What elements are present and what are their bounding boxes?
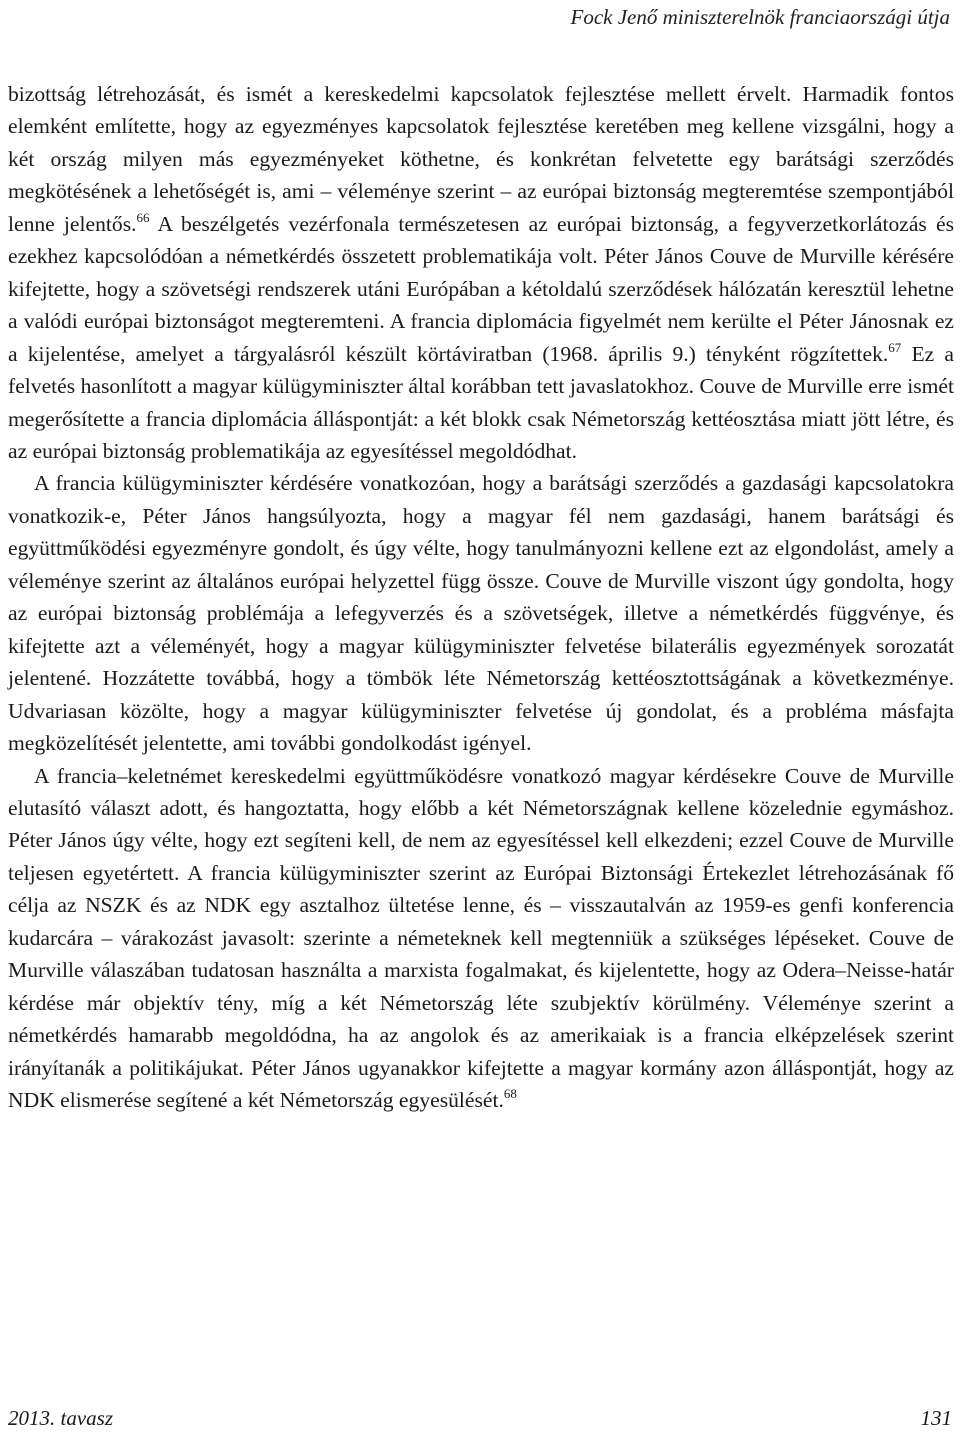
paragraph xyxy=(8,78,954,467)
paragraph-text: A beszélgetés vezérfonala természetesen az európai biztonság, a fegyverzetkorlátozás és ezekhez kapcsolódóan a németkérdés összetett problematikája volt. Péter János Couve de Murville kérésére kifejtette, hogy a szövetségi rendszerek utáni Európában a kétoldalú szerződések hálózatán keresztül lehetne a valódi európai biztonságot megteremteni. A francia diplomácia figyelmét nem kerülte el Péter Jánosnak ez a kijelentése, amelyet a tárgyalásról készült körtáviratban (1968. április 9.) tényként rögzítettek. xyxy=(8,211,954,366)
body-text xyxy=(8,78,954,1117)
paragraph-text: bizottság létrehozását, és ismét a kereskedelmi kapcsolatok fejlesztése mellett érvelt. Harmadik fontos elemként említette, hogy az egyezményes kapcsolatok fejlesztése keretében meg kellene vizsgálni, hogy a két ország milyen más egyezményeket köthetne, és konkrétan felvetette egy barátsági szerződés megkötésének a lehetőségét is, ami – véleménye szerint – az európai biztonság megteremtése szempontjából lenne jelentős. xyxy=(8,82,954,236)
footnote-ref-67[interactable]: 67 xyxy=(888,339,902,355)
running-header: Fock Jenő miniszterelnök franciaországi útja xyxy=(570,5,950,29)
paragraph-text: Ez a felvetés hasonlított a magyar külügyminiszter által korábban tett javaslatokhoz. Couve de Murville erre ismét megerősítette a francia diplomácia álláspontját: a két blokk csak Németország kettéosztása miatt jött létre, és az európai biztonság problematikája az egyesítéssel megoldódhat. xyxy=(8,341,955,463)
paragraph xyxy=(8,760,954,1117)
paragraph xyxy=(8,467,954,759)
page-number: 131 xyxy=(920,1406,952,1430)
footnote-ref-68[interactable]: 68 xyxy=(503,1086,517,1102)
paragraph-text: A francia külügyminiszter kérdésére vonatkozóan, hogy a barátsági szerződés a gazdasági kapcsolatokra vonatkozik-e, Péter János hangsúlyozta, hogy a magyar fél nem gazdasági, hanem barátsági és együttműködési egyezményre gondolt, és úgy vélte, hogy tanulmányozni kellene ezt az elgondolást, amely a véleménye szerint az általános európai helyzettel függ össze. Couve de Murville viszont úgy gondolta, hogy az európai biztonság problémája a lefegyverzés és a szövetségek, illetve a németkérdés függvénye, és kifejtette azt a véleményét, hogy a magyar külügyminiszter felvetése bilaterális egyezmények sorozatát jelentené. Hozzátette továbbá, hogy a tömbök léte Németország kettéosztottságának a következménye. Udvariasan közölte, hogy a magyar külügyminiszter felvetése új gondolat, és a probléma másfajta megközelítését jelentette, ami további gondolkodást igényel. xyxy=(8,471,954,756)
footnote-ref-66[interactable]: 66 xyxy=(136,209,150,225)
issue-label: 2013. tavasz xyxy=(8,1406,113,1430)
paragraph-text: A francia–keletnémet kereskedelmi együttműködésre vonatkozó magyar kérdésekre Couve de Murville elutasító választ adott, és hangoztatta, hogy előbb a két Németországnak kellene közelednie egymáshoz. Péter János úgy vélte, hogy ezt segíteni kell, de nem az egyesítéssel kell elkezdeni; ezzel Couve de Murville teljesen egyetértett. A francia külügyminiszter szerint az Európai Biztonsági Értekezlet létrehozásának fő célja az NSZK és az NDK egy asztalhoz ültetése lenne, és – visszautalván az 1959-es genfi konferencia kudarcára – várakozást javasolt: szerinte a németeknek kell megtenniük a szükséges lépéseket. Couve de Murville válaszában tudatosan használta a marxista fogalmakat, és kijelentette, hogy az Odera–Neisse-határ kérdése már objektív tény, míg a két Németország léte szubjektív körülmény. Véleménye szerint a németkérdés hamarabb megoldódna, ha az angolok és az amerikaiak is a francia elképzelések szerint irányítanák a politikájukat. Péter János ugyanakkor kifejtette a magyar kormány azon álláspontját, hogy az NDK elismerése segítené a két Németország egyesülését. xyxy=(8,763,954,1113)
